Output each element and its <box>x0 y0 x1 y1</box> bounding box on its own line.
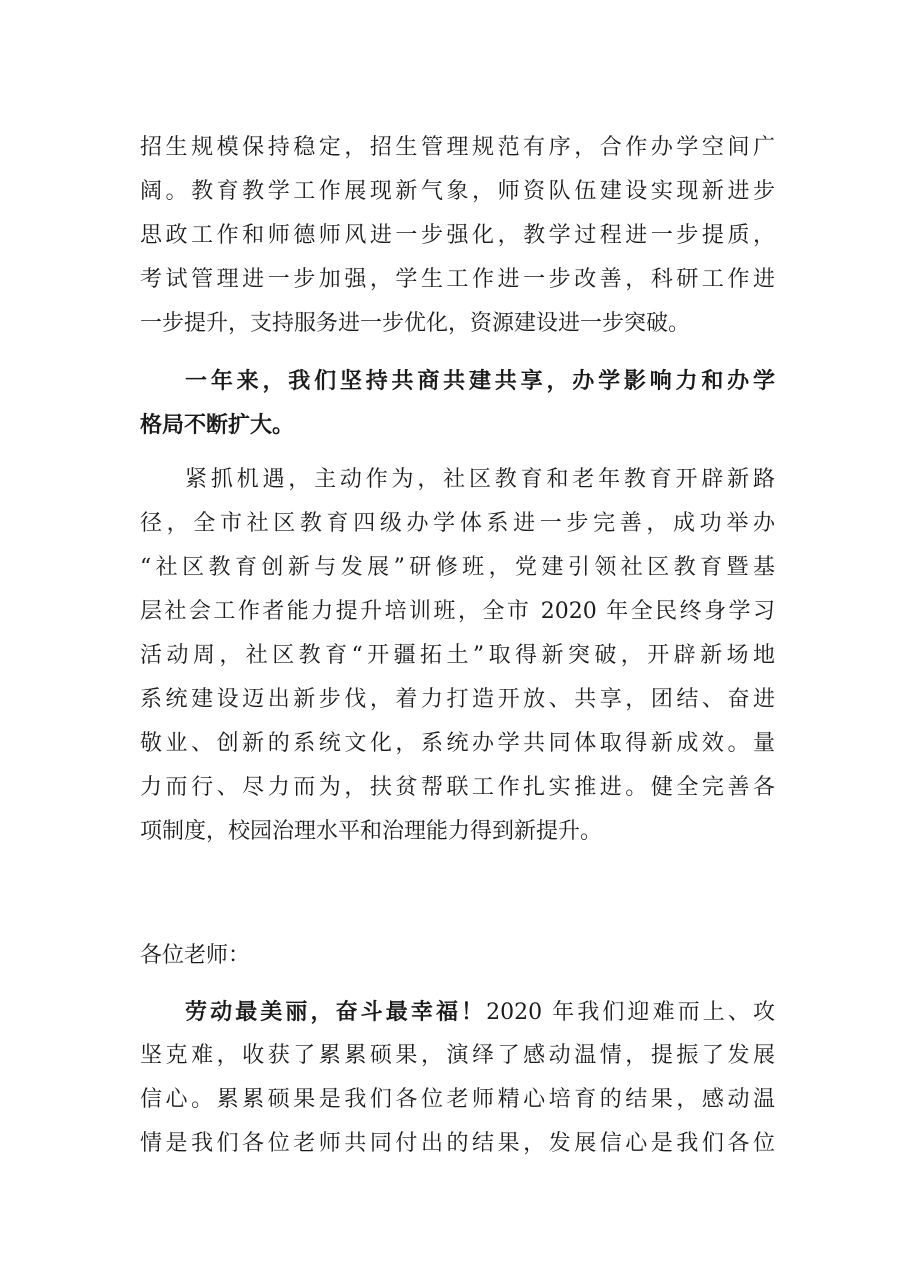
paragraph-2-line-8: 力而行、尽力而为，扶贫帮联工作扎实推进。健全完善各 <box>140 775 775 800</box>
paragraph-1-line-2: 阔。教育教学工作展现新气象，师资队伍建设实现新进步 <box>140 179 775 204</box>
paragraph-1-line-3: 思政工作和师德师风进一步强化，教学过程进一步提质， <box>140 223 775 248</box>
paragraph-2-line-9: 项制度，校园治理水平和治理能力得到新提升。 <box>140 819 603 844</box>
paragraph-1-line-5: 一步提升，支持服务进一步优化，资源建设进一步突破。 <box>140 311 691 336</box>
paragraph-3-line-1-rest: 2020 年我们迎难而上、攻 <box>486 1000 775 1025</box>
paragraph-2-line-2: 径，全市社区教育四级办学体系进一步完善，成功举办 <box>140 511 775 536</box>
paragraph-2-line-7: 敬业、创新的系统文化，系统办学共同体取得新成效。量 <box>140 731 775 756</box>
paragraph-3-line-1 <box>185 992 775 1032</box>
paragraph-3-line-4: 情是我们各位老师共同付出的结果，发展信心是我们各位 <box>140 1131 775 1156</box>
paragraph-2-line-3: “社区教育创新与发展”研修班，党建引领社区教育暨基 <box>140 555 775 580</box>
section-heading-line-1: 一年来，我们坚持共商共建共享，办学影响力和办学 <box>185 369 775 394</box>
paragraph-2-line-4: 层社会工作者能力提升培训班，全市 2020 年全民终身学习 <box>140 599 775 624</box>
paragraph-2-line-5: 活动周，社区教育“开疆拓土”取得新突破，开辟新场地 <box>140 643 775 668</box>
paragraph-1-line-1: 招生规模保持稳定，招生管理规范有序，合作办学空间广 <box>140 135 775 160</box>
paragraph-3-bold-lead: 劳动最美丽，奋斗最幸福！ <box>185 999 487 1025</box>
salutation: 各位老师： <box>140 943 251 968</box>
paragraph-3-line-3: 信心。累累硕果是我们各位老师精心培育的结果，感动温 <box>140 1087 775 1112</box>
paragraph-3-line-2: 坚克难，收获了累累硕果，演绎了感动温情，提振了发展 <box>140 1043 775 1068</box>
section-heading-line-2: 格局不断扩大。 <box>140 413 295 438</box>
paragraph-2-line-1: 紧抓机遇，主动作为，社区教育和老年教育开辟新路 <box>185 467 775 492</box>
paragraph-2-line-6: 系统建设迈出新步伐，着力打造开放、共享，团结、奋进 <box>140 687 775 712</box>
paragraph-1-line-4: 考试管理进一步加强，学生工作进一步改善，科研工作进 <box>140 267 775 292</box>
